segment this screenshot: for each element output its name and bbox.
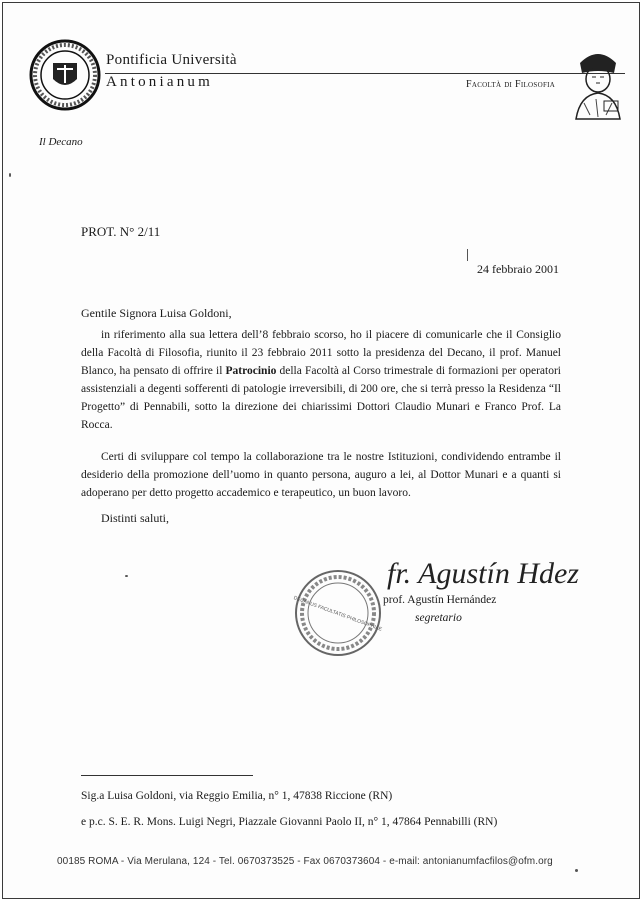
paragraph-1-part-b: della Facoltà al Corso trimestrale di formazioni per operatori assistenziali a degenti sofferenti di patologie irreversibili, di 200 ore, che si terrà presso la Residenza “Il Progetto” di Pennabili, sotto la direzione dei chiarissimi Dottori Claudio Munari e Franco Prof. La Rocca.	[81, 365, 561, 431]
recipients-rule	[81, 775, 253, 776]
scan-speck	[125, 575, 128, 577]
protocol-number: PROT. N° 2/11	[81, 224, 161, 239]
scan-speck	[9, 173, 11, 177]
greeting: Gentile Signora Luisa Goldoni,	[81, 306, 232, 320]
faculty-stamp-icon	[293, 568, 383, 658]
scan-speck	[575, 869, 578, 872]
signatory-name: prof. Agustín Hernández	[383, 594, 497, 606]
signature-text: fr. Agustín Hdez	[387, 557, 579, 590]
portrait-engraving-icon	[568, 43, 628, 123]
cc-line: e p.c. S. E. R. Mons. Luigi Negri, Piazzale Giovanni Paolo II, n° 1, 47864 Pennabilli (RN)	[81, 816, 498, 828]
paragraph-2: Certi di sviluppare col tempo la collaborazione tra le nostre Istituzioni, condividendo entrambe il desiderio della promozione dell’uomo in quanto persona, auguro a lei, al Dottor Munari e a quanti si adoperano per detto progetto accademico e terapeutico, un buon lavoro.	[81, 451, 561, 499]
closing: Distinti saluti,	[101, 511, 170, 525]
paragraph-1-part-a: in riferimento alla sua lettera dell’8 febbraio scorso, ho il piacere di comunicarle che il Consiglio della Facoltà di Filosofia, riunito il 23 febbraio 2011 sotto la presidenza del Decano, il prof. Manuel Blanco, ha pensato di offrire il	[81, 329, 561, 377]
university-subname: Antonianum	[106, 74, 213, 90]
university-seal-icon	[29, 39, 101, 111]
university-name: Pontificia Università	[106, 52, 237, 68]
signatory-role: segretario	[415, 612, 462, 624]
letter-page	[2, 2, 640, 899]
faculty-name: Facoltà di Filosofia	[466, 79, 556, 90]
dean-title: Il Decano	[39, 136, 83, 148]
letter-date: 24 febbraio 2001	[477, 262, 559, 276]
stamp-text: DECANUS FACULTATIS PHILOSOPHIAE	[293, 595, 383, 633]
scan-speck	[467, 249, 468, 261]
footer-address: 00185 ROMA - Via Merulana, 124 - Tel. 0670373525 - Fax 0670373604 - e-mail: antonianumfacfilos@ofm.org	[57, 856, 553, 867]
recipient-line: Sig.a Luisa Goldoni, via Reggio Emilia, n° 1, 47838 Riccione (RN)	[81, 790, 393, 802]
paragraph-1	[81, 326, 561, 434]
patrocinio-emphasis: Patrocinio	[225, 365, 277, 377]
